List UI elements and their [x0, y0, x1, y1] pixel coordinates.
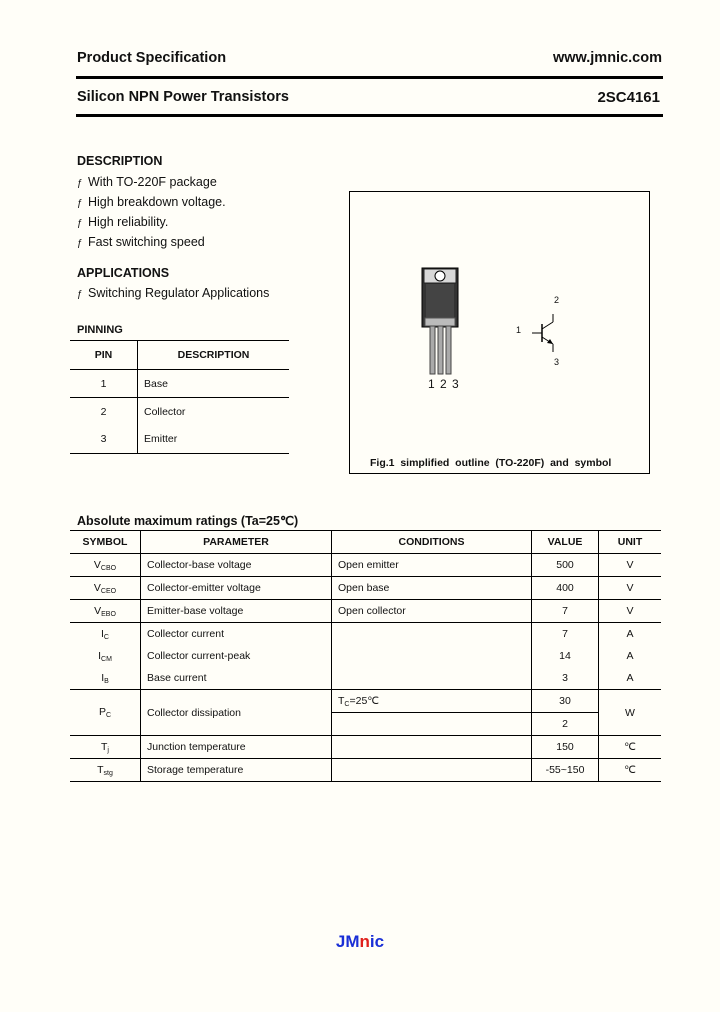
ratings-title-text: Absolute maximum ratings (Ta=25	[77, 514, 280, 528]
symbol-letter: I	[98, 649, 102, 662]
symbol-subscript: stg	[103, 769, 113, 777]
bullet-glyph: ƒ	[77, 289, 83, 300]
ratings-table	[70, 530, 661, 782]
table-row	[70, 577, 661, 600]
header-product-family: Silicon NPN Power Transistors	[77, 89, 289, 105]
col-header-value: VALUE	[532, 531, 599, 554]
description-item: With TO-220F package	[88, 175, 217, 189]
symbol-letter: P	[98, 706, 106, 718]
pin-number: 2	[100, 405, 107, 418]
unit-cell: A	[599, 667, 662, 690]
figure-box	[349, 191, 650, 474]
symbol-letter: T	[101, 740, 108, 753]
symbol-label-collector: 2	[554, 295, 560, 305]
parameter-cell: Emitter-base voltage	[141, 600, 332, 623]
col-header-symbol: SYMBOL	[70, 531, 141, 554]
jmnic-logo	[0, 932, 720, 952]
parameter-cell: Collector current-peak	[141, 645, 332, 667]
parameter-cell: Collector current	[141, 623, 332, 646]
list-item	[77, 233, 226, 253]
unit-cell: V	[599, 577, 662, 600]
col-header-conditions: CONDITIONS	[332, 531, 532, 554]
bullet-glyph: ƒ	[77, 238, 83, 249]
ratings-title-unit: ℃)	[279, 514, 299, 528]
description-item: High reliability.	[88, 215, 169, 229]
table-row	[70, 398, 289, 426]
conditions-cell	[332, 736, 532, 759]
header-rule-1	[76, 76, 663, 79]
pin-description: Emitter	[138, 426, 290, 454]
ratings-title	[77, 513, 298, 528]
unit-cell: W	[599, 690, 662, 736]
symbol-subscript: C	[105, 712, 112, 719]
value-cell: 150	[532, 736, 599, 759]
table-row	[70, 690, 661, 713]
table-row	[70, 370, 289, 398]
symbol-cell	[70, 554, 141, 577]
pin-number: 3	[100, 433, 107, 446]
header-website: www.jmnic.com	[552, 50, 662, 66]
table-row	[70, 600, 661, 623]
pinning-table	[70, 340, 289, 454]
header-rule-2	[76, 114, 663, 117]
bullet-glyph: ƒ	[77, 218, 83, 229]
value-cell: -55~150	[532, 759, 599, 782]
conditions-cell	[332, 759, 532, 782]
symbol-subscript: B	[104, 677, 109, 685]
cond-subscript: C	[344, 700, 350, 708]
applications-title: APPLICATIONS	[77, 266, 170, 280]
table-row	[70, 736, 661, 759]
to220f-package-drawing	[410, 262, 470, 387]
bullet-glyph: ƒ	[77, 178, 83, 189]
symbol-label-emitter: 3	[554, 357, 560, 367]
conditions-cell	[332, 713, 532, 736]
cond-rest: =25℃	[349, 694, 380, 707]
conditions-cell: Open base	[332, 577, 532, 600]
symbol-subscript: CM	[101, 655, 112, 663]
value-cell: 30	[532, 690, 599, 713]
table-row	[70, 623, 661, 646]
symbol-cell	[70, 690, 141, 736]
symbol-letter: V	[93, 581, 101, 594]
description-item: High breakdown voltage.	[88, 195, 226, 209]
header-part-number: 2SC4161	[597, 89, 660, 106]
symbol-letter: I	[101, 671, 105, 684]
description-item: Fast switching speed	[88, 235, 205, 249]
value-cell: 7	[532, 600, 599, 623]
value-cell: 14	[532, 645, 599, 667]
table-row	[70, 426, 289, 454]
symbol-subscript: C	[103, 633, 109, 641]
pin-description: Base	[138, 370, 290, 398]
value-cell: 7	[532, 623, 599, 646]
parameter-cell: Collector dissipation	[141, 690, 332, 736]
cond-letter: T	[338, 694, 345, 707]
symbol-cell	[70, 667, 141, 690]
symbol-letter: T	[97, 763, 104, 776]
list-item	[77, 286, 269, 300]
symbol-cell	[70, 759, 141, 782]
symbol-label-base: 1	[516, 325, 522, 335]
package-pin-numbers: 1 2 3	[428, 377, 460, 391]
unit-cell: ℃	[599, 759, 662, 782]
parameter-cell: Storage temperature	[141, 759, 332, 782]
logo-part: JM	[335, 932, 360, 951]
symbol-letter: I	[101, 627, 104, 640]
symbol-cell	[70, 623, 141, 646]
table-row	[70, 554, 661, 577]
description-list	[77, 173, 226, 253]
pinning-title: PINNING	[77, 324, 123, 336]
npn-transistor-symbol-icon	[530, 310, 570, 360]
pin-description: Collector	[138, 398, 290, 426]
unit-cell: A	[599, 623, 662, 646]
symbol-subscript: CBO	[100, 564, 117, 572]
list-item	[77, 173, 226, 193]
unit-cell: A	[599, 645, 662, 667]
symbol-subscript: j	[107, 746, 109, 754]
table-row	[70, 759, 661, 782]
value-cell: 3	[532, 667, 599, 690]
parameter-cell: Base current	[141, 667, 332, 690]
parameter-cell: Collector-emitter voltage	[141, 577, 332, 600]
pin-header: PIN	[94, 349, 113, 361]
logo-part: ic	[369, 932, 385, 951]
bullet-glyph: ƒ	[77, 198, 83, 209]
value-cell: 2	[532, 713, 599, 736]
unit-cell: ℃	[599, 736, 662, 759]
figure-caption: Fig.1 simplified outline (TO-220F) and symbol	[370, 457, 612, 469]
conditions-cell	[332, 690, 532, 713]
symbol-cell	[70, 736, 141, 759]
parameter-cell: Junction temperature	[141, 736, 332, 759]
symbol-cell	[70, 645, 141, 667]
symbol-subscript: EBO	[101, 610, 116, 618]
header-product-spec: Product Specification	[77, 50, 227, 66]
value-cell: 400	[532, 577, 599, 600]
application-item: Switching Regulator Applications	[88, 286, 270, 300]
list-item	[77, 193, 226, 213]
list-item	[77, 213, 226, 233]
conditions-cell: Open collector	[332, 600, 532, 623]
conditions-cell: Open emitter	[332, 554, 532, 577]
parameter-cell: Collector-base voltage	[141, 554, 332, 577]
pin-desc-header: DESCRIPTION	[138, 341, 290, 370]
conditions-cell	[332, 623, 532, 690]
symbol-cell	[70, 577, 141, 600]
col-header-parameter: PARAMETER	[141, 531, 332, 554]
description-title: DESCRIPTION	[77, 154, 163, 168]
unit-cell: V	[599, 600, 662, 623]
logo-part: n	[359, 932, 370, 951]
symbol-letter: V	[93, 558, 101, 571]
symbol-letter: V	[94, 604, 102, 617]
symbol-subscript: CEO	[100, 587, 117, 595]
value-cell: 500	[532, 554, 599, 577]
symbol-cell	[70, 600, 141, 623]
pin-number: 1	[100, 377, 107, 390]
col-header-unit: UNIT	[599, 531, 662, 554]
unit-cell: V	[599, 554, 662, 577]
